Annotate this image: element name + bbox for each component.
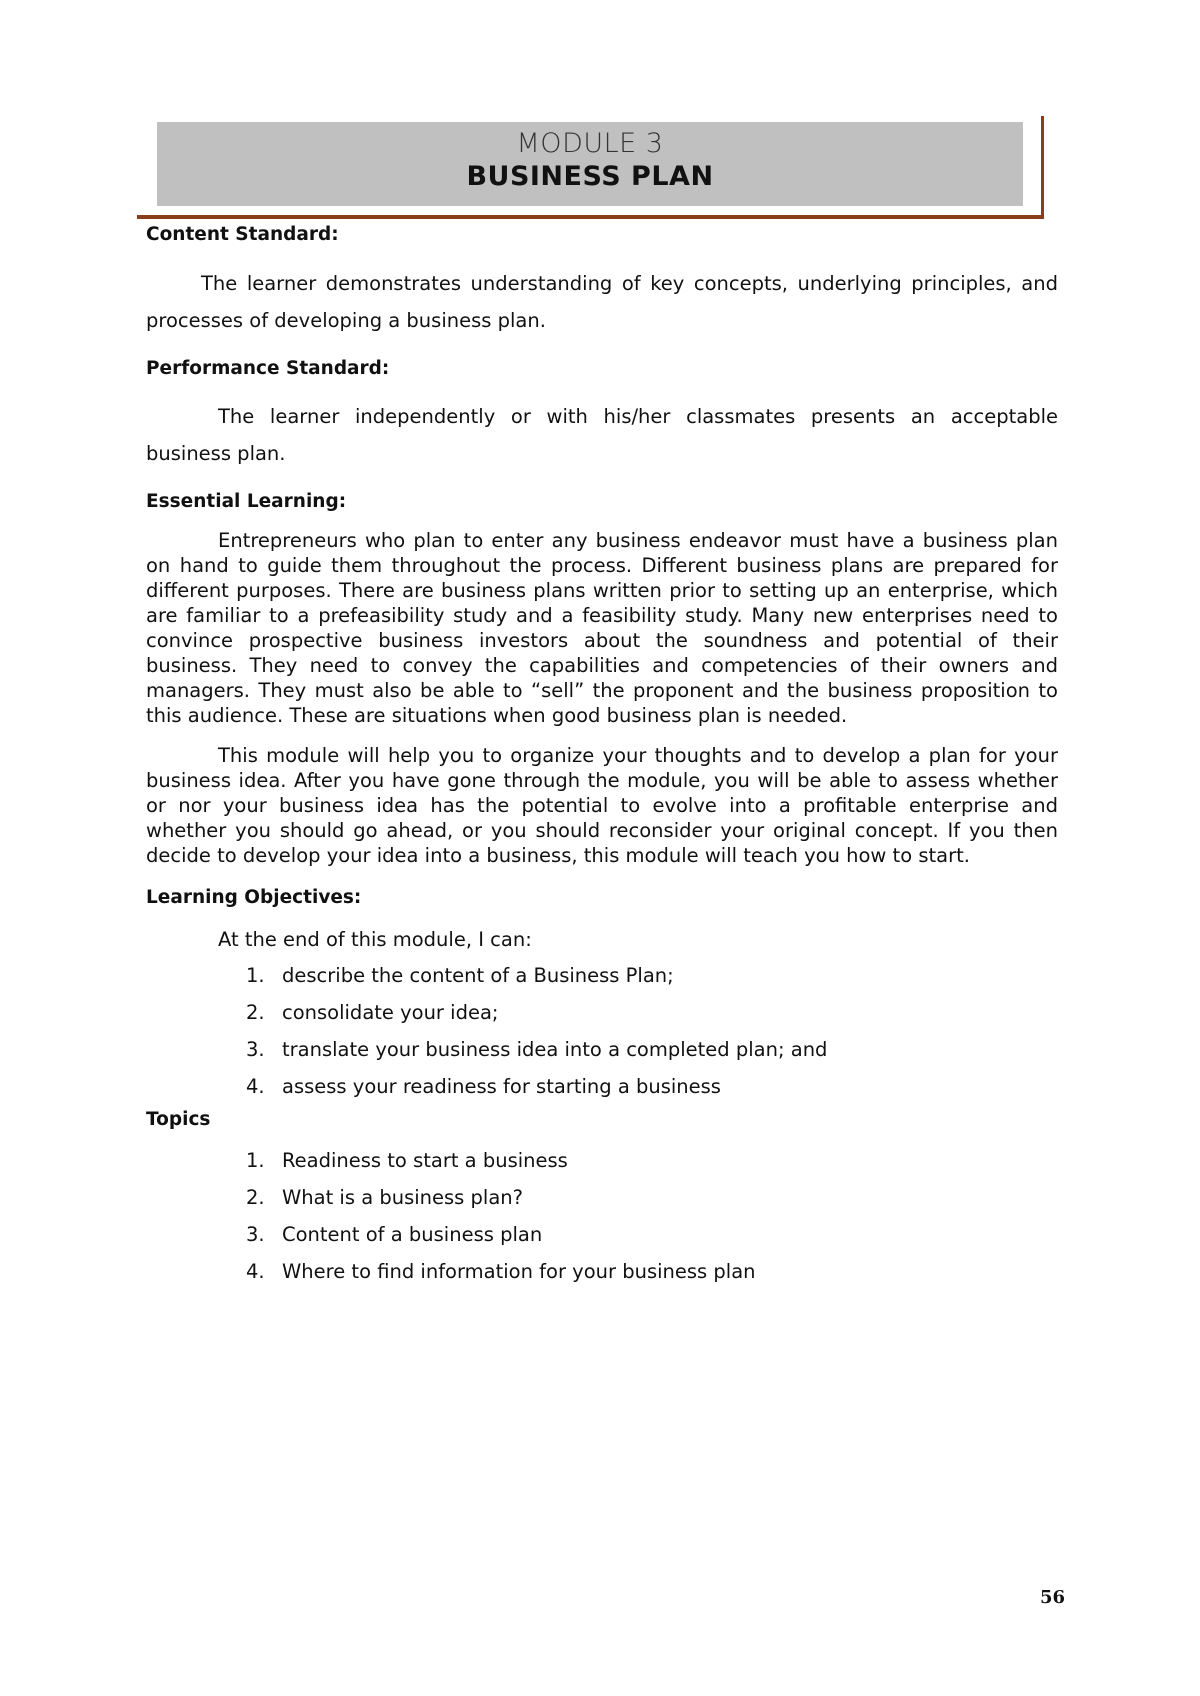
list-item-number: 2. [246,1186,265,1209]
module-content [146,220,1058,1290]
list-item-text: consolidate your idea; [282,1001,499,1024]
module-title: BUSINESS PLAN [466,161,714,192]
list-item [146,957,1058,994]
list-item-text: What is a business plan? [282,1186,523,1209]
list-item [146,1179,1058,1216]
banner-rule-bottom [137,215,1044,219]
list-item-text: describe the content of a Business Plan; [282,964,674,987]
essential-learning-heading: Essential Learning: [146,491,347,512]
list-item-text: assess your readiness for starting a business [282,1075,721,1098]
banner-rule-right [1041,116,1044,219]
essential-learning-paragraph-2: This module will help you to organize your thoughts and to develop a plan for your business idea. After you have gone through the module, you will be able to assess whether or nor your business idea has the potential to evolve into a profitable enterprise and whether you should go ahead, or you should reconsider your original concept. If you then decide to develop your idea into a business, this module will teach you how to start. [146,744,1058,867]
list-item-number: 1. [246,964,265,987]
content-standard-text: The learner demonstrates understanding of key concepts, underlying principles, and processes of developing a business plan. [146,272,1058,332]
performance-standard-text: The learner independently or with his/her classmates presents an acceptable business plan. [146,405,1058,465]
list-item [146,1253,1058,1290]
objectives-list [146,957,1058,1105]
list-item [146,1142,1058,1179]
topics-heading: Topics [146,1109,211,1130]
list-item-number: 3. [246,1223,265,1246]
learning-objectives-intro: At the end of this module, I can: [218,928,532,951]
list-item-text: Content of a business plan [282,1223,543,1246]
list-item [146,1068,1058,1105]
essential-learning-paragraph-1: Entrepreneurs who plan to enter any business endeavor must have a business plan on hand to guide them throughout the process. Different business plans are prepared for different purposes. There are business plans written prior to setting up an enterprise, which are familiar to a prefeasibility study and a feasibility study. Many new enterprises need to convince prospective business investors about the soundness and potential of their business. They need to convey the capabilities and competencies of their owners and managers. They must also be able to “sell” the proponent and the business proposition to this audience. These are situations when good business plan is needed. [146,529,1058,727]
module-banner [147,116,1044,219]
list-item-number: 4. [246,1260,265,1283]
list-item [146,994,1058,1031]
list-item-number: 3. [246,1038,265,1061]
module-label: MODULE 3 [516,128,664,159]
topics-list [146,1142,1058,1290]
list-item-text: translate your business idea into a completed plan; and [282,1038,828,1061]
performance-standard-heading: Performance Standard: [146,358,390,379]
list-item [146,1031,1058,1068]
list-item [146,1216,1058,1253]
list-item-text: Where to find information for your business plan [282,1260,756,1283]
content-standard-heading: Content Standard: [146,224,339,245]
learning-objectives-heading: Learning Objectives: [146,887,362,908]
banner-box [157,122,1023,206]
list-item-text: Readiness to start a business [282,1149,568,1172]
list-item-number: 4. [246,1075,265,1098]
list-item-number: 1. [246,1149,265,1172]
page-number: 56 [1040,1587,1066,1608]
list-item-number: 2. [246,1001,265,1024]
